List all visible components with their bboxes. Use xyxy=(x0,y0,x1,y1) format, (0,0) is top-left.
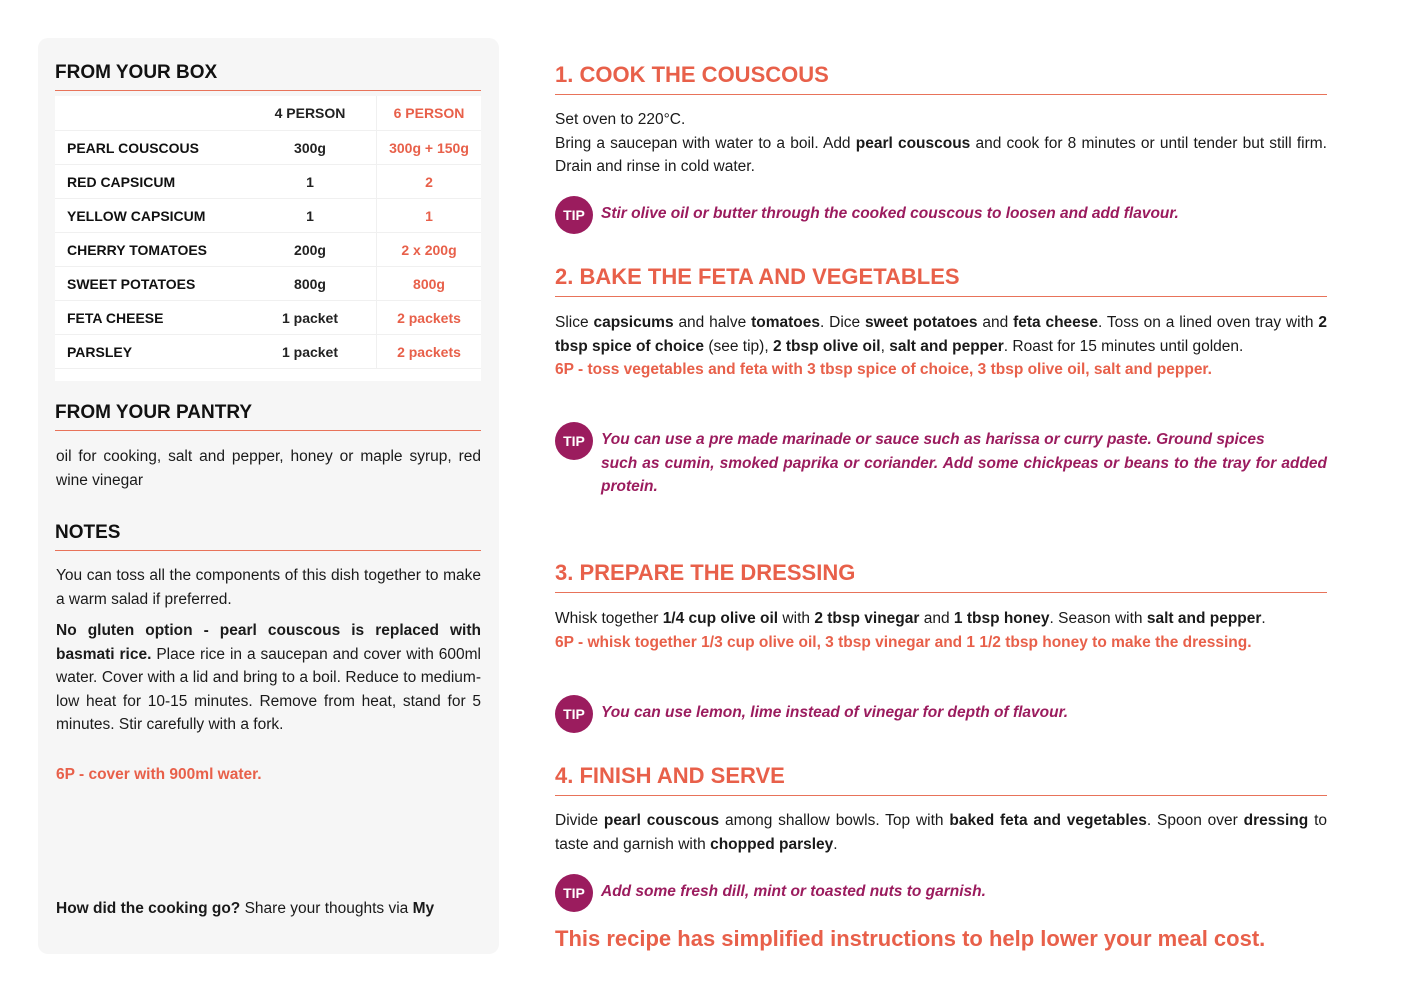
ingredient-name: PARSLEY xyxy=(55,335,244,369)
table-header-row xyxy=(55,96,481,131)
notes-6p: 6P - cover with 900ml water. xyxy=(56,766,262,783)
step-2-tip xyxy=(555,428,1327,499)
from-your-pantry-heading: FROM YOUR PANTRY xyxy=(55,402,481,431)
notes-para-2 xyxy=(56,619,481,737)
simplified-recipe-note: This recipe has simplified instructions to help lower your meal cost. xyxy=(555,926,1266,951)
qty-6-person: 2 packets xyxy=(377,301,482,335)
step-4-title: 4. FINISH AND SERVE xyxy=(555,763,1327,796)
step-1-oven: Set oven to 220°C. xyxy=(555,111,686,128)
qty-6-person: 1 xyxy=(377,199,482,233)
feedback-share: Share your thoughts via xyxy=(240,900,413,917)
table-row xyxy=(55,335,481,369)
notes-heading: NOTES xyxy=(55,522,481,551)
feedback-link[interactable]: My xyxy=(412,900,435,917)
step-2-title: 2. BAKE THE FETA AND VEGETABLES xyxy=(555,264,1327,297)
tip-icon: TIP xyxy=(555,874,593,912)
step-4-body: Divide pearl couscous among shallow bowls. Top with baked feta and vegetables. Spoon over dressing to taste and garnish with chopped parsley. xyxy=(555,812,1327,853)
qty-4-person: 1 packet xyxy=(244,335,377,369)
header-6-person: 6 PERSON xyxy=(377,96,482,131)
table-row xyxy=(55,165,481,199)
qty-6-person: 2 packets xyxy=(377,335,482,369)
step-3-body: Whisk together 1/4 cup olive oil with 2 tbsp vinegar and 1 tbsp honey. Season with salt and pepper. 6P - whisk together 1/3 cup olive oil, 3 tbsp vinegar and 1 1/2 tbsp honey to make the dressing. xyxy=(555,607,1327,654)
ingredient-name: RED CAPSICUM xyxy=(55,165,244,199)
tip-icon: TIP xyxy=(555,196,593,234)
qty-4-person: 800g xyxy=(244,267,377,301)
header-blank xyxy=(55,96,244,131)
ingredient-name: PEARL COUSCOUS xyxy=(55,131,244,165)
qty-4-person: 1 packet xyxy=(244,301,377,335)
tip-text: You can use lemon, lime instead of vinegar for depth of flavour. xyxy=(601,704,1069,721)
qty-6-person: 800g xyxy=(377,267,482,301)
step-1-instructions: Bring a saucepan with water to a boil. Add pearl couscous and cook for 8 minutes or until tender but still firm. Drain and rinse in cold water. xyxy=(555,134,1327,175)
no-gluten-heading: No gluten option - pearl couscous is replaced with basmati rice. xyxy=(56,622,481,663)
table-row xyxy=(55,233,481,267)
ingredient-name: YELLOW CAPSICUM xyxy=(55,199,244,233)
step-3-tip xyxy=(555,701,1327,733)
qty-4-person: 200g xyxy=(244,233,377,267)
qty-6-person: 2 x 200g xyxy=(377,233,482,267)
ingredients-table xyxy=(55,96,481,381)
pantry-text: oil for cooking, salt and pepper, honey or maple syrup, red wine vinegar xyxy=(56,448,481,489)
qty-4-person: 300g xyxy=(244,131,377,165)
table-row xyxy=(55,301,481,335)
notes-para-1: You can toss all the components of this dish together to make a warm salad if preferred. xyxy=(56,567,481,608)
tip-icon: TIP xyxy=(555,695,593,733)
step-2-6p: 6P - toss vegetables and feta with 3 tbsp spice of choice, 3 tbsp olive oil, salt and pepper. xyxy=(555,361,1212,378)
from-your-box-heading: FROM YOUR BOX xyxy=(55,62,481,91)
step-3-6p: 6P - whisk together 1/3 cup olive oil, 3 tbsp vinegar and 1 1/2 tbsp honey to make the dressing. xyxy=(555,633,1252,651)
ingredient-name: CHERRY TOMATOES xyxy=(55,233,244,267)
qty-4-person: 1 xyxy=(244,199,377,233)
header-4-person: 4 PERSON xyxy=(244,96,377,131)
tip-icon: TIP xyxy=(555,422,593,460)
tip-text: Stir olive oil or butter through the cooked couscous to loosen and add flavour. xyxy=(601,205,1179,222)
tip-text: Add some fresh dill, mint or toasted nuts to garnish. xyxy=(601,883,986,900)
ingredients-panel xyxy=(38,38,499,954)
table-row xyxy=(55,199,481,233)
no-gluten-text: Place rice in a saucepan and cover with 600ml water. Cover with a lid and bring to a boil. Reduce to medium-low heat for 10-15 minutes. Remove from heat, stand for 5 minutes. Stir carefully with a fork. xyxy=(56,645,481,733)
step-1-tip xyxy=(555,202,1327,234)
step-2-body: Slice capsicums and halve tomatoes. Dice sweet potatoes and feta cheese. Toss on a lined oven tray with 2 tbsp spice of choice (see tip), 2 tbsp olive oil, salt and pepper. Roast for 15 minutes until golden. 6P - toss vegetables and feta with 3 tbsp spice of choice, 3 tbsp olive oil, salt and pepper. xyxy=(555,311,1327,382)
feedback-question: How did the cooking go? xyxy=(56,900,241,917)
step-3-title: 3. PREPARE THE DRESSING xyxy=(555,560,1327,593)
table-row xyxy=(55,131,481,165)
step-4-tip xyxy=(555,880,1327,912)
qty-6-person: 300g + 150g xyxy=(377,131,482,165)
table-row xyxy=(55,267,481,301)
step-1-title: 1. COOK THE COUSCOUS xyxy=(555,62,1327,95)
ingredient-name: SWEET POTATOES xyxy=(55,267,244,301)
qty-6-person: 2 xyxy=(377,165,482,199)
tip-text: You can use a pre made marinade or sauce such as harissa or curry paste. Ground spices such as cumin, smoked paprika or coriander. Add some chickpeas or beans to the tray for added protein. xyxy=(601,431,1327,495)
qty-4-person: 1 xyxy=(244,165,377,199)
feedback-text xyxy=(56,897,481,921)
step-1-body xyxy=(555,108,1327,179)
ingredient-name: FETA CHEESE xyxy=(55,301,244,335)
